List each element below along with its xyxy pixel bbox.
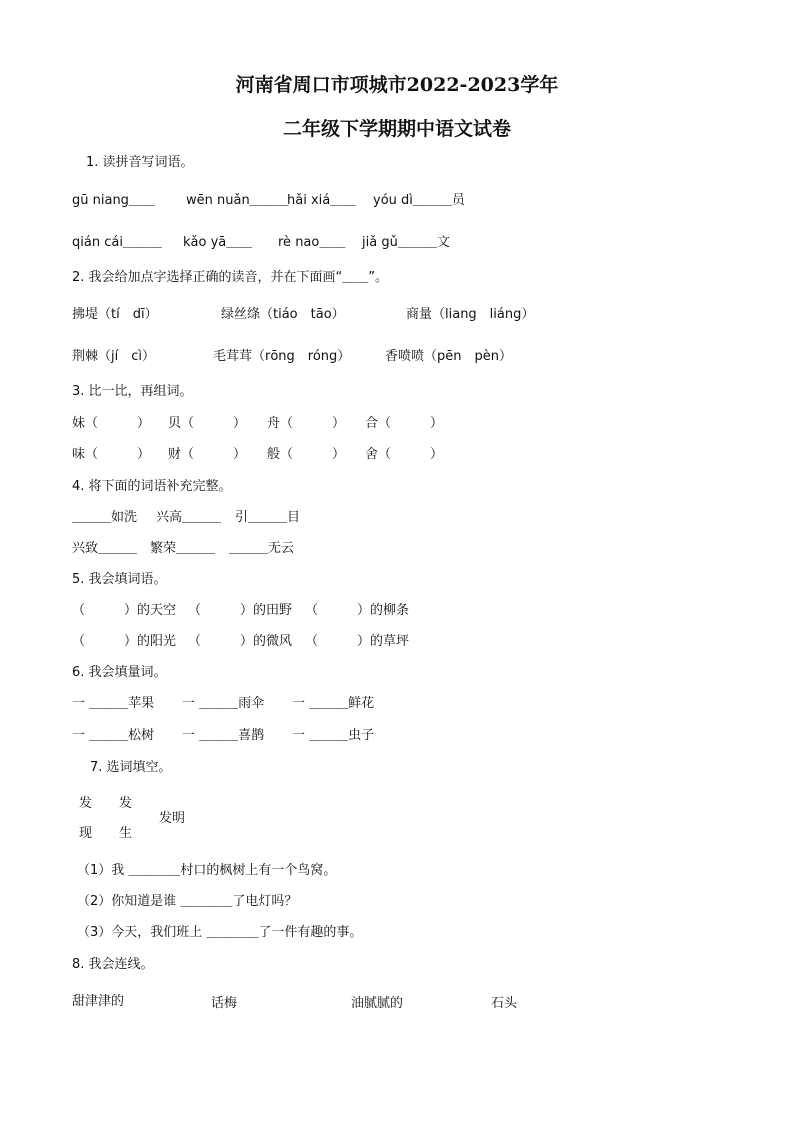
question-8-heading: 8. 我会连线。 <box>72 957 154 972</box>
reading-choice-item: 荆棘（jí cì） <box>72 349 155 364</box>
pinyin-item: yóu dì＿＿＿员 <box>373 193 465 208</box>
measure-word-item: 一 ＿＿＿雨伞 <box>182 696 265 711</box>
fill-word-item: （ ）的阳光 <box>72 634 177 649</box>
pinyin-item: hǎi xiá＿＿ <box>287 193 357 208</box>
match-item: 话梅 <box>211 996 238 1011</box>
measure-word-item: 一 ＿＿＿鲜花 <box>292 696 375 711</box>
question-2-heading: 2. 我会给加点字选择正确的读音，并在下面画“＿＿”。 <box>72 270 389 285</box>
fill-word-item: （ ）的草坪 <box>305 634 410 649</box>
pinyin-item: wēn nuǎn＿＿＿ <box>186 193 289 208</box>
pinyin-item: jiǎ gǔ＿＿＿文 <box>362 235 450 250</box>
compare-word-item: 般（ ） <box>267 447 346 462</box>
idiom-item: 繁荣＿＿＿ <box>150 541 216 556</box>
word-box-char: 发 <box>79 796 93 811</box>
fill-word-item: （ ）的田野 <box>188 603 293 618</box>
page-title-line1: 河南省周口市项城市2022-2023学年 <box>235 74 559 96</box>
pinyin-item: kǎo yā＿＿ <box>183 235 253 250</box>
match-item: 甜津津的 <box>72 994 125 1009</box>
compare-word-item: 味（ ） <box>72 447 151 462</box>
question-3-heading: 3. 比一比，再组词。 <box>72 384 193 399</box>
reading-choice-item: 绿丝绦（tiáo tāo） <box>221 307 345 322</box>
idiom-item: 兴高＿＿＿ <box>156 510 222 525</box>
compare-word-item: 财（ ） <box>168 447 247 462</box>
reading-choice-item: 香喷喷（pēn pèn） <box>385 349 512 364</box>
question-1-heading: 1. 读拼音写词语。 <box>86 155 194 170</box>
idiom-item: ＿＿＿无云 <box>229 541 295 556</box>
fill-sentence-item: （2）你知道是谁 ＿＿＿＿了电灯吗？ <box>77 894 298 909</box>
compare-word-item: 合（ ） <box>365 416 444 431</box>
fill-word-item: （ ）的柳条 <box>305 603 410 618</box>
question-5-heading: 5. 我会填词语。 <box>72 572 167 587</box>
compare-word-item: 妹（ ） <box>72 416 151 431</box>
match-item: 油腻腻的 <box>351 996 404 1011</box>
word-box-char: 发 <box>119 796 133 811</box>
measure-word-item: 一 ＿＿＿苹果 <box>72 696 155 711</box>
page-title-line2: 二年级下学期期中语文试卷 <box>282 118 511 140</box>
compare-word-item: 贝（ ） <box>168 416 247 431</box>
compare-word-item: 舟（ ） <box>267 416 346 431</box>
idiom-item: 引＿＿＿目 <box>235 510 301 525</box>
fill-word-item: （ ）的天空 <box>72 603 177 618</box>
reading-choice-item: 拂堤（tí dī） <box>72 307 158 322</box>
fill-word-item: （ ）的微风 <box>188 634 293 649</box>
measure-word-item: 一 ＿＿＿喜鹊 <box>182 728 265 743</box>
fill-sentence-item: （3）今天，我们班上 ＿＿＿＿了一件有趣的事。 <box>77 925 363 940</box>
fill-sentence-item: （1）我 ＿＿＿＿村口的枫树上有一个鸟窝。 <box>77 863 337 878</box>
word-box-word: 发明 <box>159 811 186 826</box>
word-box-char: 现 <box>79 826 93 841</box>
question-4-heading: 4. 将下面的词语补充完整。 <box>72 479 232 494</box>
question-6-heading: 6. 我会填量词。 <box>72 665 167 680</box>
pinyin-item: gū niang＿＿ <box>72 193 155 208</box>
word-box-char: 生 <box>119 826 133 841</box>
reading-choice-item: 毛茸茸（rōng róng） <box>213 349 351 364</box>
pinyin-item: rè nao＿＿ <box>278 235 346 250</box>
measure-word-item: 一 ＿＿＿虫子 <box>292 728 375 743</box>
compare-word-item: 舍（ ） <box>365 447 444 462</box>
match-item: 石头 <box>491 996 518 1011</box>
idiom-item: ＿＿＿如洗 <box>72 510 138 525</box>
reading-choice-item: 商量（liang liáng） <box>406 307 535 322</box>
measure-word-item: 一 ＿＿＿松树 <box>72 728 155 743</box>
question-7-heading: 7. 选词填空。 <box>90 760 172 775</box>
pinyin-item: qián cái＿＿＿ <box>72 235 162 250</box>
idiom-item: 兴致＿＿＿ <box>72 541 138 556</box>
